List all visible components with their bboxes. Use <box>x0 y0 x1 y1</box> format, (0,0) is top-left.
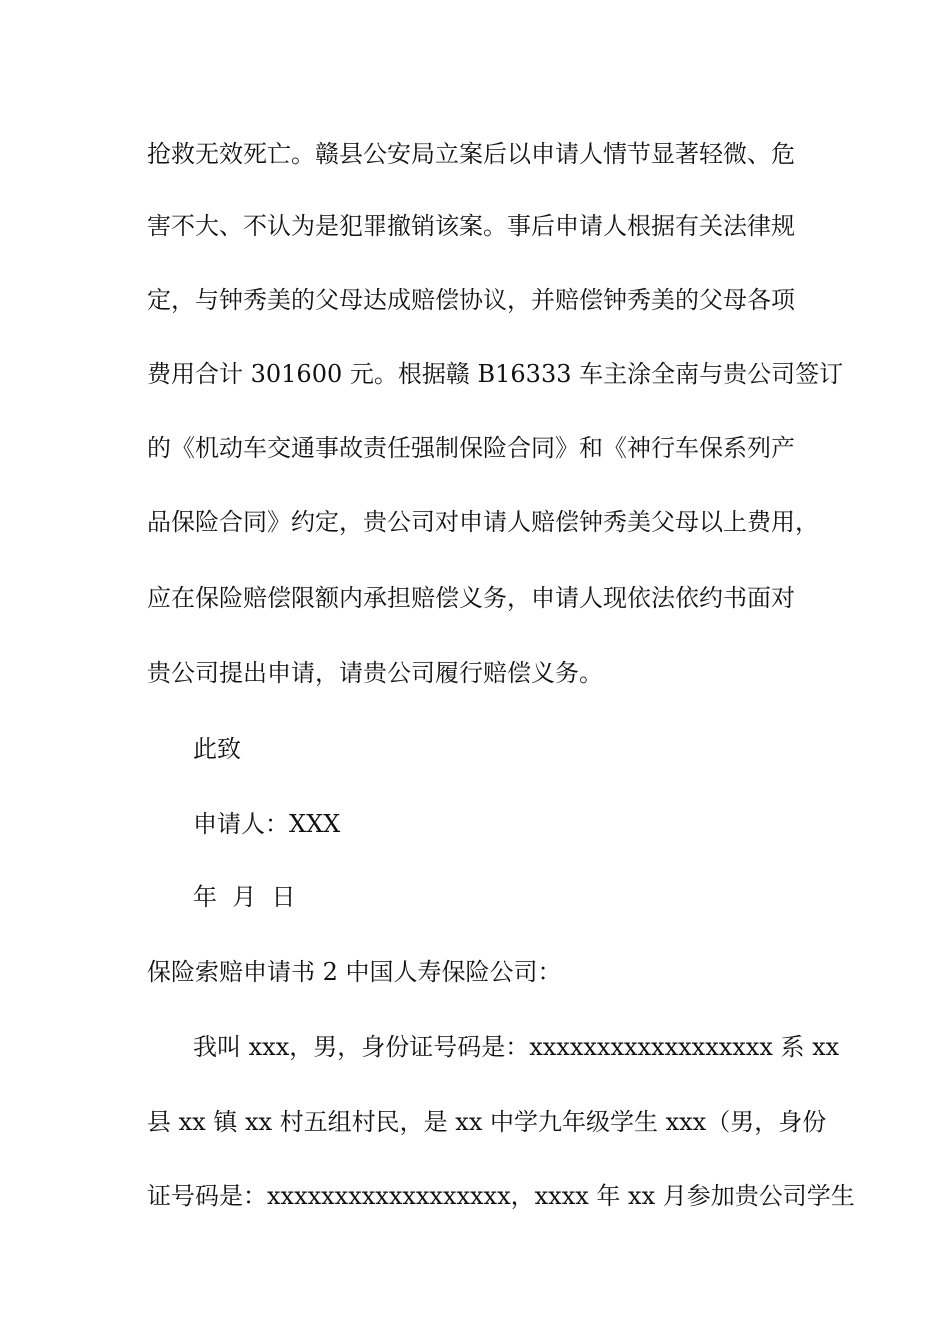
paragraph-line: 贵公司提出申请，请贵公司履行赔偿义务。 <box>147 659 603 687</box>
paragraph-line: 害不大、不认为是犯罪撤销该案。事后申请人根据有关法律规 <box>147 212 795 240</box>
paragraph-line: 证号码是：xxxxxxxxxxxxxxxxxx，xxxx 年 xx 月参加贵公司学生 <box>147 1182 855 1210</box>
applicant-signature: 申请人：XXX <box>193 810 341 838</box>
paragraph-line: 定，与钟秀美的父母达成赔偿协议，并赔偿钟秀美的父母各项 <box>147 286 795 314</box>
paragraph-line: 品保险合同》约定，贵公司对申请人赔偿钟秀美父母以上费用， <box>147 508 819 536</box>
second-letter-title: 保险索赔申请书 2 中国人寿保险公司： <box>147 958 562 986</box>
paragraph-line: 费用合计 301600 元。根据赣 B16333 车主涂全南与贵公司签订 <box>147 360 844 388</box>
paragraph-line: 我叫 xxx，男，身份证号码是：xxxxxxxxxxxxxxxxxx 系 xx <box>193 1033 840 1061</box>
date-line: 年 月 日 <box>193 883 296 911</box>
paragraph-line: 应在保险赔偿限额内承担赔偿义务，申请人现依法依约书面对 <box>147 584 795 612</box>
paragraph-line: 县 xx 镇 xx 村五组村民，是 xx 中学九年级学生 xxx（男，身份 <box>147 1108 827 1136</box>
paragraph-line: 抢救无效死亡。赣县公安局立案后以申请人情节显著轻微、危 <box>147 140 795 168</box>
closing-salutation: 此致 <box>193 735 241 763</box>
paragraph-line: 的《机动车交通事故责任强制保险合同》和《神行车保系列产 <box>147 434 795 462</box>
